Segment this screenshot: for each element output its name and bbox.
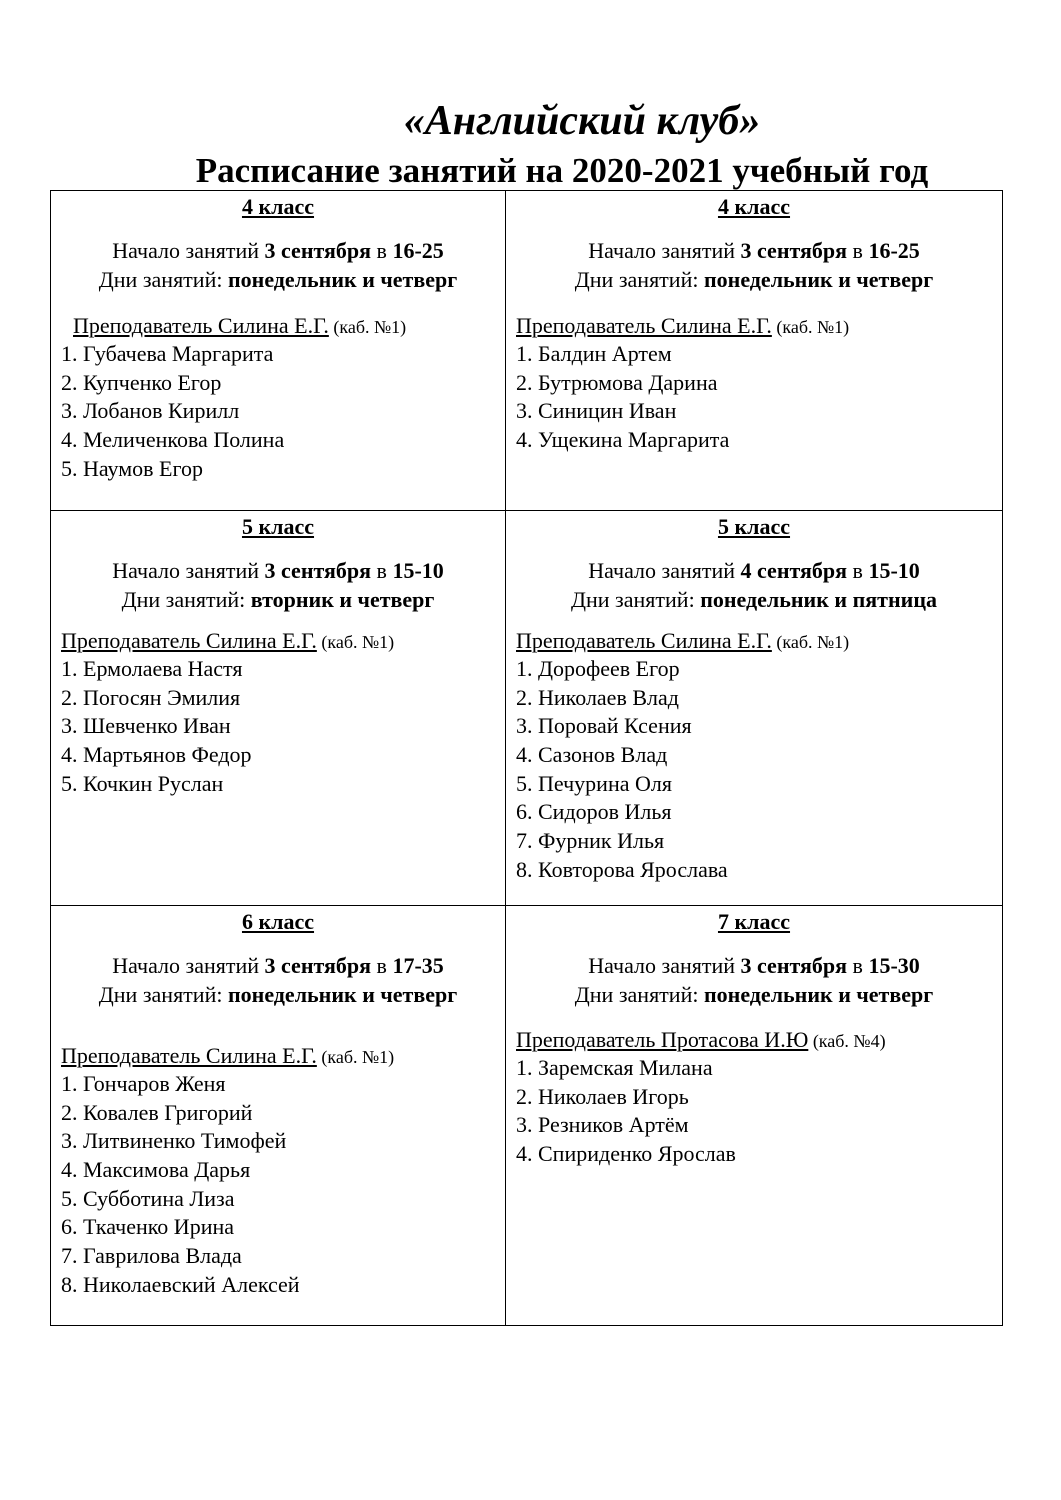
days-line	[506, 266, 1002, 295]
group-cell	[506, 191, 1002, 511]
days-value: понедельник и четверг	[227, 267, 458, 292]
start-mid: в	[847, 953, 869, 978]
teacher-line	[61, 1042, 394, 1072]
student-item: 6. Ткаченко Ирина	[61, 1214, 235, 1240]
days-line	[51, 981, 505, 1010]
student-item: 1. Дорофеев Егор	[516, 656, 680, 681]
student-item: 7. Фурник Илья	[516, 828, 665, 854]
student-item: 5. Наумов Егор	[61, 455, 203, 481]
teacher-name: Преподаватель Силина Е.Г.	[73, 313, 329, 338]
start-time: 15-10	[392, 558, 444, 583]
student-item: 2. Бутрюмова Дарина	[516, 369, 718, 395]
days-value: понедельник и четверг	[227, 982, 458, 1007]
student-item: 1. Гончаров Женя	[61, 1071, 226, 1096]
teacher-name: Преподаватель Силина Е.Г.	[516, 628, 772, 653]
start-mid: в	[847, 558, 869, 583]
room-number: (каб. №1)	[771, 632, 850, 652]
teacher-line	[516, 312, 849, 342]
start-label: Начало занятий	[112, 238, 265, 263]
student-item: 3. Шевченко Иван	[61, 713, 231, 739]
student-item: 7. Гаврилова Влада	[61, 1243, 242, 1269]
group-cell	[51, 511, 506, 906]
student-item: 2. Купченко Егор	[61, 369, 222, 395]
student-list	[61, 1070, 300, 1300]
start-line	[506, 557, 1002, 586]
student-item: 4. Спириденко Ярослав	[516, 1141, 736, 1167]
days-value: вторник и четверг	[250, 587, 435, 612]
start-date: 3 сентября	[264, 558, 372, 583]
grade-heading: 6 класс	[241, 909, 315, 934]
group-cell	[506, 511, 1002, 906]
start-date: 3 сентября	[740, 238, 848, 263]
student-item: 3. Лобанов Кирилл	[61, 398, 240, 424]
start-mid: в	[371, 953, 393, 978]
group-cell	[506, 906, 1002, 1325]
student-item: 6. Сидоров Илья	[516, 799, 672, 825]
student-item: 2. Погосян Эмилия	[61, 684, 241, 710]
room-number: (каб. №1)	[771, 317, 850, 337]
start-label: Начало занятий	[588, 238, 741, 263]
start-line	[506, 237, 1002, 266]
student-item: 4. Максимова Дарья	[61, 1157, 251, 1183]
student-item: 1. Губачева Маргарита	[61, 341, 274, 366]
start-label: Начало занятий	[112, 558, 265, 583]
start-date: 3 сентября	[264, 238, 372, 263]
student-item: 3. Резников Артём	[516, 1112, 689, 1138]
days-label: Дни занятий:	[574, 267, 704, 292]
student-item: 3. Поровай Ксения	[516, 713, 692, 739]
start-date: 3 сентября	[264, 953, 372, 978]
student-item: 4. Мартьянов Федор	[61, 742, 252, 768]
teacher-name: Преподаватель Протасова И.Ю	[516, 1027, 809, 1052]
days-value: понедельник и пятница	[700, 587, 937, 612]
student-item: 2. Николаев Игорь	[516, 1083, 689, 1109]
student-item: 5. Кочкин Руслан	[61, 770, 224, 796]
start-time: 16-25	[868, 238, 920, 263]
start-line	[51, 557, 505, 586]
start-mid: в	[371, 238, 393, 263]
start-date: 3 сентября	[740, 953, 848, 978]
days-label: Дни занятий:	[574, 982, 704, 1007]
start-line	[51, 952, 505, 981]
days-line	[51, 586, 505, 615]
group-cell	[51, 906, 506, 1325]
student-list	[516, 655, 728, 885]
student-item: 8. Ковторова Ярослава	[516, 856, 728, 882]
student-item: 3. Синицин Иван	[516, 398, 677, 424]
days-value: понедельник и четверг	[703, 267, 934, 292]
student-list	[61, 340, 284, 483]
start-mid: в	[371, 558, 393, 583]
days-line	[506, 981, 1002, 1010]
start-time: 17-35	[392, 953, 444, 978]
days-label: Дни занятий:	[98, 267, 228, 292]
student-item: 5. Печурина Оля	[516, 770, 672, 796]
start-label: Начало занятий	[112, 953, 265, 978]
start-date: 4 сентября	[740, 558, 848, 583]
teacher-name: Преподаватель Силина Е.Г.	[61, 628, 317, 653]
schedule-table	[50, 190, 1003, 1326]
start-label: Начало занятий	[588, 953, 741, 978]
grade-heading: 5 класс	[717, 514, 791, 539]
room-number: (каб. №1)	[316, 1047, 395, 1067]
student-item: 1. Балдин Артем	[516, 341, 672, 366]
days-value: понедельник и четверг	[703, 982, 934, 1007]
student-item: 4. Сазонов Влад	[516, 742, 668, 768]
student-item: 8. Николаевский Алексей	[61, 1271, 300, 1297]
start-time: 15-30	[868, 953, 920, 978]
teacher-line	[73, 312, 406, 342]
start-label: Начало занятий	[588, 558, 741, 583]
start-time: 16-25	[392, 238, 444, 263]
room-number: (каб. №4)	[808, 1031, 886, 1051]
room-number: (каб. №1)	[316, 632, 395, 652]
student-list	[61, 655, 252, 798]
days-label: Дни занятий:	[571, 587, 701, 612]
days-line	[51, 266, 505, 295]
start-line	[506, 952, 1002, 981]
grade-heading: 4 класс	[241, 194, 315, 219]
days-line	[506, 586, 1002, 615]
teacher-line	[516, 1026, 886, 1056]
teacher-name: Преподаватель Силина Е.Г.	[516, 313, 772, 338]
days-label: Дни занятий:	[98, 982, 228, 1007]
student-item: 2. Ковалев Григорий	[61, 1099, 253, 1125]
student-item: 1. Заремская Милана	[516, 1055, 713, 1080]
days-label: Дни занятий:	[121, 587, 251, 612]
grade-heading: 4 класс	[717, 194, 791, 219]
student-item: 1. Ермолаева Настя	[61, 656, 243, 681]
start-mid: в	[847, 238, 869, 263]
student-item: 3. Литвиненко Тимофей	[61, 1128, 287, 1154]
schedule-title: Расписание занятий на 2020-2021 учебный год	[195, 151, 929, 190]
start-time: 15-10	[868, 558, 920, 583]
grade-heading: 7 класс	[717, 909, 791, 934]
teacher-name: Преподаватель Силина Е.Г.	[61, 1043, 317, 1068]
student-item: 4. Меличенкова Полина	[61, 427, 285, 453]
grade-heading: 5 класс	[241, 514, 315, 539]
student-list	[516, 1054, 736, 1169]
club-title: «Английский клуб»	[403, 98, 761, 144]
room-number: (каб. №1)	[328, 317, 407, 337]
student-item: 2. Николаев Влад	[516, 684, 679, 710]
student-item: 4. Ущекина Маргарита	[516, 427, 730, 453]
student-item: 5. Субботина Лиза	[61, 1185, 235, 1211]
teacher-line	[61, 627, 394, 657]
start-line	[51, 237, 505, 266]
group-cell	[51, 191, 506, 511]
student-list	[516, 340, 729, 455]
teacher-line	[516, 627, 849, 657]
